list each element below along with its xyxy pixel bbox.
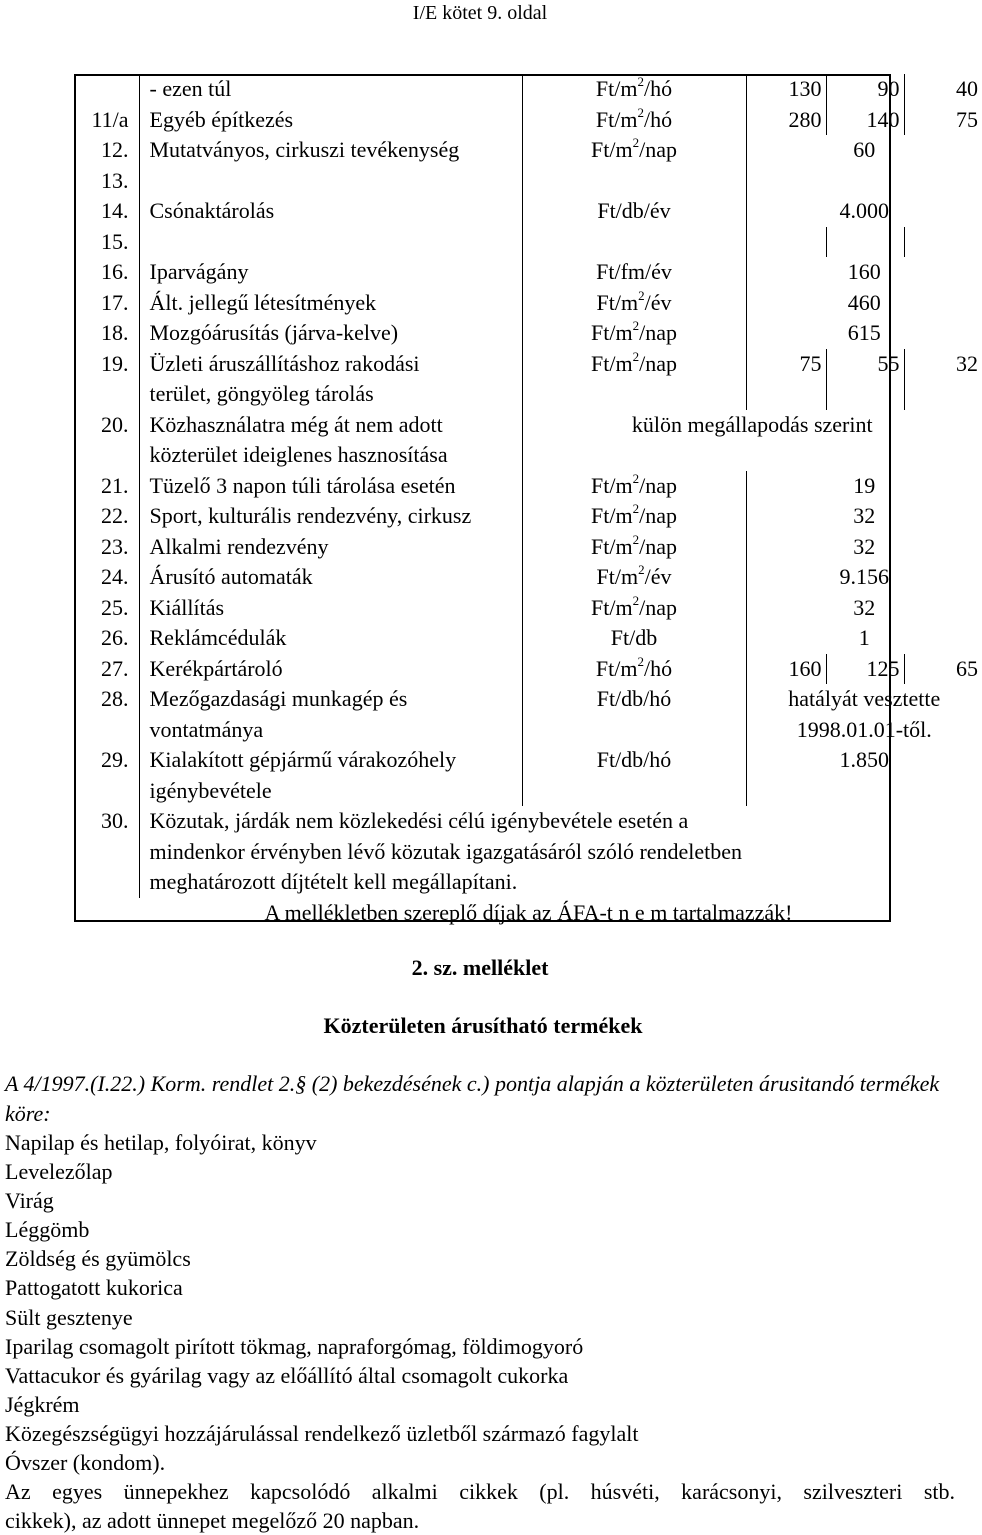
unit-superscript: 2 [632, 470, 640, 486]
unit-cell [522, 745, 746, 806]
table-row [75, 349, 982, 410]
row-number: 26. [75, 623, 139, 654]
fee-zone-2: 55 [826, 349, 904, 410]
fee-zone-3 [904, 227, 982, 258]
fee-zone-2 [826, 227, 904, 258]
unit-text: Ft/m [591, 594, 633, 620]
description [139, 227, 522, 258]
vat-notice: A mellékletben szereplő díjak az ÁFA-t n e m tartalmazzák! [264, 899, 793, 925]
table-row [75, 684, 982, 745]
unit-text: /hó [643, 655, 673, 681]
unit-cell [522, 318, 746, 349]
fee-zone-1 [746, 227, 826, 258]
description: Csónaktárolás [139, 196, 522, 227]
description: Kerékpártároló [139, 654, 522, 685]
fee-value: 32 [853, 503, 876, 528]
row-number [75, 74, 139, 105]
row-number: 22. [75, 501, 139, 532]
unit-text: Ft/m [596, 289, 639, 315]
table-row [75, 471, 982, 502]
unit-cell [522, 501, 746, 532]
product-item: Zöldség és gyümölcs [5, 1246, 191, 1272]
unit-superscript: 2 [632, 135, 640, 150]
table-row [75, 166, 982, 197]
table-row [75, 532, 982, 563]
product-item: Sült gesztenye [5, 1304, 133, 1330]
description: Mozgóárusítás (járva-kelve) [139, 318, 522, 349]
row-number: 12. [75, 135, 139, 166]
unit-text: Ft/m [591, 503, 633, 528]
row-number: 29. [75, 745, 139, 806]
description: Egyéb építkezés [139, 105, 522, 136]
unit-superscript: 2 [632, 592, 640, 608]
page-header: I/E kötet 9. oldal [412, 2, 548, 24]
description: Sport, kulturális rendezvény, cirkusz [139, 501, 522, 532]
fee-zone-2: 90 [826, 74, 904, 105]
product-item: Vattacukor és gyárilag vagy az előállító által csomagolt cukorka [5, 1362, 569, 1388]
table-row [75, 410, 982, 471]
fee-zone-2: 125 [826, 654, 904, 685]
unit-text: /hó [643, 76, 673, 101]
unit-text: Ft/m [596, 564, 639, 589]
row-number: 20. [75, 410, 139, 471]
unit-text: Ft/m [591, 350, 633, 376]
description: Árusító automaták [139, 562, 522, 593]
row-number: 24. [75, 562, 139, 593]
description-line: Mezőgazdasági munkagép és [149, 686, 408, 711]
row-number: 19. [75, 349, 139, 410]
description-line: Közhasználatra még át nem adott [149, 411, 443, 437]
row-number: 14. [75, 196, 139, 227]
row-number: 27. [75, 654, 139, 685]
unit-text: /nap [639, 350, 677, 376]
table-row [75, 196, 982, 227]
row-number: 13. [75, 166, 139, 197]
annex-number: 2. sz. melléklet [411, 955, 549, 980]
description: Iparvágány [139, 257, 522, 288]
table-row [75, 227, 982, 258]
table-row [75, 654, 982, 685]
unit-cell [522, 105, 746, 136]
unit-cell [522, 257, 746, 288]
description: Mutatványos, cirkuszi tevékenység [139, 135, 522, 166]
unit-cell [522, 471, 746, 502]
description-line: Üzleti áruszállításhoz rakodási [149, 350, 420, 376]
unit-superscript: 2 [637, 74, 644, 89]
unit-text: Ft/m [595, 106, 638, 132]
product-item: Jégkrém [5, 1391, 80, 1417]
description: Ált. jellegű létesítmények [139, 288, 522, 319]
annex-title: Közterületen árusítható termékek [323, 1013, 643, 1038]
unit-superscript: 2 [632, 318, 640, 333]
description-line: vontatmánya [149, 716, 264, 742]
description [139, 166, 522, 197]
table-row [75, 105, 982, 136]
description: Tüzelő 3 napon túli tárolása esetén [139, 471, 522, 502]
table-row [75, 562, 982, 593]
unit-text: Ft/m [591, 320, 633, 345]
fee-value: 32 [853, 594, 876, 620]
fee-value [746, 166, 982, 197]
unit-cell [522, 684, 746, 745]
row-number: 25. [75, 593, 139, 624]
unit-text: /hó [643, 106, 673, 132]
product-item: Virág [5, 1188, 54, 1214]
fee-value-line: 1998.01.01-től. [796, 716, 932, 742]
unit-cell [522, 74, 746, 105]
fee-value [746, 684, 982, 745]
unit-text: /nap [639, 533, 677, 559]
unit-cell [522, 196, 746, 227]
product-item: Levelezőlap [5, 1159, 113, 1185]
fee-value: 32 [853, 533, 876, 559]
unit-cell [522, 654, 746, 685]
unit-superscript: 2 [637, 653, 644, 669]
row-number: 17. [75, 288, 139, 319]
description-line: meghatározott díjtételt kell megállapítani. [149, 869, 518, 894]
fee-zone-2: 140 [826, 105, 904, 136]
table-row [75, 593, 982, 624]
product-list [5, 1128, 955, 1535]
row-number: 21. [75, 471, 139, 502]
fee-value: 4.000 [839, 198, 889, 223]
unit-text: Ft/db/év [597, 198, 671, 223]
description [139, 745, 522, 806]
unit-text: /nap [639, 320, 677, 345]
product-item: Léggömb [5, 1217, 90, 1243]
table-row [75, 257, 982, 288]
fee-table-body [75, 74, 982, 928]
fee-zone-3: 75 [956, 106, 978, 132]
description [139, 410, 522, 471]
row-number: 23. [75, 532, 139, 563]
table-row [75, 318, 982, 349]
fee-zone-3: 65 [956, 655, 978, 681]
table-row [75, 745, 982, 806]
unit-cell [522, 166, 746, 197]
description-line: terület, göngyöleg tárolás [149, 381, 374, 406]
description: Kiállítás [139, 593, 522, 624]
unit-superscript: 2 [637, 104, 644, 120]
unit-superscript: 2 [638, 287, 645, 303]
fee-value: 615 [847, 320, 881, 345]
table-row [75, 623, 982, 654]
product-item: Óvszer (kondom). [5, 1450, 166, 1476]
description [139, 806, 982, 898]
unit-text: Ft/m [591, 472, 633, 498]
fee-value: 1 [858, 625, 870, 650]
fee-zone-1: 75 [746, 349, 826, 410]
fee-value: 19 [853, 472, 876, 498]
description: Reklámcédulák [139, 623, 522, 654]
row-number: 30. [75, 806, 139, 898]
fee-zone-1: 130 [746, 74, 826, 105]
unit-text: /nap [639, 137, 677, 162]
fee-zone-1: 280 [746, 105, 826, 136]
row-number: 18. [75, 318, 139, 349]
fee-value: 60 [853, 137, 876, 162]
unit-text: Ft/m [591, 533, 633, 559]
unit-cell [522, 593, 746, 624]
fee-value: 160 [847, 259, 881, 284]
unit-cell [522, 623, 746, 654]
fee-zone-1: 160 [746, 654, 826, 685]
row-number: 15. [75, 227, 139, 258]
product-item: Az egyes ünnepekhez kapcsolódó alkalmi cikkek (pl. húsvéti, karácsonyi, szilveszteri stb. [5, 1479, 955, 1505]
fee-value: 460 [847, 289, 881, 315]
description-line: igénybevétele [149, 777, 272, 803]
unit-text: /nap [639, 472, 677, 498]
product-item: cikkek), az adott ünnepet megelőző 20 napban. [5, 1508, 420, 1534]
unit-text: /nap [639, 503, 677, 528]
agreement-note: külön megállapodás szerint [631, 411, 873, 437]
description [139, 349, 522, 410]
row-number: 16. [75, 257, 139, 288]
intro-text: A 4/1997.(I.22.) Korm. rendlet 2.§ (2) bekezdésének c.) pontja alapján a közterületen árusitandó termékek köre: [5, 1071, 940, 1126]
unit-text: Ft/db [610, 625, 658, 650]
unit-text: /év [644, 564, 672, 589]
fee-value-line: hatályát vesztette [788, 686, 941, 711]
unit-text: /év [644, 289, 672, 315]
unit-cell [522, 227, 746, 258]
unit-text: Ft/db/hó [596, 747, 672, 772]
description [139, 684, 522, 745]
unit-cell [522, 135, 746, 166]
fee-zone-3: 32 [956, 350, 978, 376]
table-row [75, 74, 982, 105]
table-row [75, 501, 982, 532]
row-number: 11/a [75, 105, 139, 136]
unit-superscript: 2 [638, 562, 645, 577]
description: Alkalmi rendezvény [139, 532, 522, 563]
unit-cell [522, 288, 746, 319]
table-row [75, 288, 982, 319]
product-item: Napilap és hetilap, folyóirat, könyv [5, 1130, 317, 1155]
description: - ezen túl [139, 74, 522, 105]
unit-cell [522, 562, 746, 593]
row-number: 28. [75, 684, 139, 745]
fee-value: 9.156 [839, 564, 889, 589]
product-item: Iparilag csomagolt pirított tökmag, napraforgómag, földimogyoró [5, 1333, 584, 1359]
product-item: Pattogatott kukorica [5, 1275, 183, 1301]
unit-superscript: 2 [632, 531, 640, 547]
unit-text: /nap [639, 594, 677, 620]
description-line: Közutak, járdák nem közlekedési célú igénybevétele esetén a [149, 808, 689, 833]
table-row [75, 135, 982, 166]
unit-superscript: 2 [632, 348, 640, 364]
unit-text: Ft/fm/év [596, 259, 672, 284]
description-line: közterület ideiglenes hasznosítása [149, 442, 448, 467]
description-line: mindenkor érvényben lévő közutak igazgatásáról szóló rendeletben [149, 838, 743, 864]
unit-cell [522, 349, 746, 410]
table-row [75, 806, 982, 898]
vat-notice-row [75, 898, 982, 929]
fee-table [75, 74, 982, 928]
fee-zone-3: 40 [956, 76, 978, 101]
unit-text: Ft/m [591, 137, 633, 162]
unit-text: Ft/db/hó [596, 686, 672, 711]
description-line: Kialakított gépjármű várakozóhely [149, 747, 457, 772]
product-item: Közegészségügyi hozzájárulással rendelkező üzletből származó fagylalt [5, 1420, 639, 1446]
fee-value: 1.850 [839, 747, 889, 772]
unit-text: Ft/m [595, 655, 638, 681]
unit-superscript: 2 [632, 501, 640, 516]
unit-cell [522, 532, 746, 563]
unit-text: Ft/m [595, 76, 638, 101]
